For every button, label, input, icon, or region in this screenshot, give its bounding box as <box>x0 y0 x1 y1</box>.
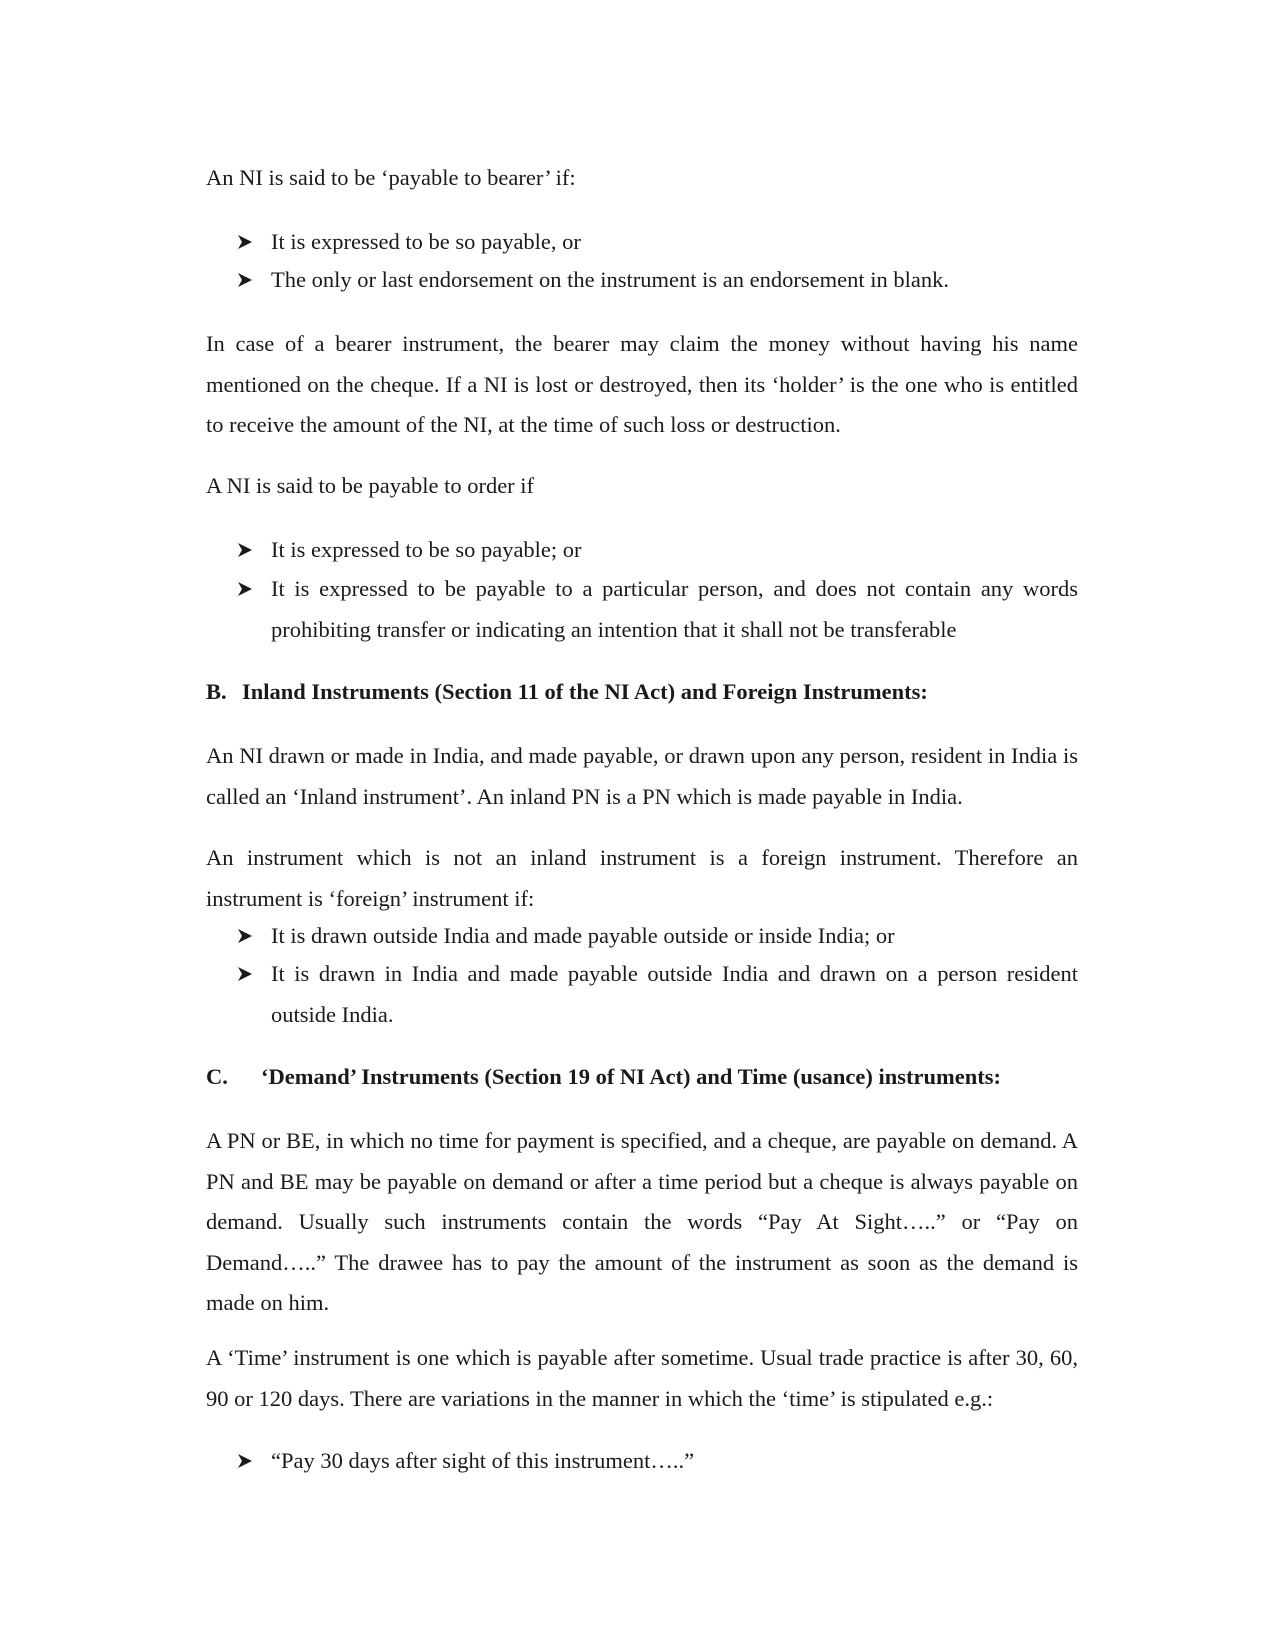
list-item <box>237 530 1078 571</box>
list-item-text: It is drawn in India and made payable outside India and drawn on a person resident outside India. <box>271 961 1078 1027</box>
arrowhead-bullet-icon <box>237 530 261 570</box>
paragraph-time-instrument: A ‘Time’ instrument is one which is payable after sometime. Usual trade practice is after 30, 60, 90 or 120 days. There are variations in the manner in which the ‘time’ is stipulated e.g.: <box>206 1345 1078 1411</box>
section-heading-c <box>206 1057 1106 1098</box>
list-item <box>237 1441 1078 1482</box>
list-item <box>237 954 1078 1035</box>
paragraph-order-intro: A NI is said to be payable to order if <box>206 473 535 498</box>
list-item-text: It is expressed to be so payable, or <box>271 229 581 254</box>
list-item <box>237 222 1078 263</box>
section-title: ‘Demand’ Instruments (Section 19 of NI Act) and Time (usance) instruments: <box>261 1064 1001 1089</box>
list-item-text: It is expressed to be so payable; or <box>271 537 582 562</box>
paragraph-bearer-instrument: In case of a bearer instrument, the bearer may claim the money without having his name mentioned on the cheque. If a NI is lost or destroyed, then its ‘holder’ is the one who is entitled to receive the amount of the NI, at the time of such loss or destruction. <box>206 331 1078 437</box>
arrowhead-bullet-icon <box>237 954 261 994</box>
list-item-text: “Pay 30 days after sight of this instrument…..” <box>271 1448 695 1473</box>
section-letter: C. <box>206 1064 228 1089</box>
arrowhead-bullet-icon <box>237 1441 261 1481</box>
list-item-text: It is drawn outside India and made payable outside or inside India; or <box>271 923 895 948</box>
arrowhead-bullet-icon <box>237 260 261 300</box>
section-title: Inland Instruments (Section 11 of the NI Act) and Foreign Instruments: <box>242 679 928 704</box>
arrowhead-bullet-icon <box>237 222 261 262</box>
paragraph-inland-instrument: An NI drawn or made in India, and made payable, or drawn upon any person, resident in India is called an ‘Inland instrument’. An inland PN is a PN which is made payable in India. <box>206 743 1078 809</box>
section-letter: B. <box>206 679 227 704</box>
paragraph-foreign-instrument: An instrument which is not an inland instrument is a foreign instrument. Therefore an instrument is ‘foreign’ instrument if: <box>206 845 1078 911</box>
list-item <box>237 260 1078 301</box>
list-item-text: It is expressed to be payable to a particular person, and does not contain any words prohibiting transfer or indicating an intention that it shall not be transferable <box>271 576 1078 642</box>
list-item-text: The only or last endorsement on the instrument is an endorsement in blank. <box>271 267 949 292</box>
arrowhead-bullet-icon <box>237 916 261 956</box>
paragraph-bearer-intro: An NI is said to be ‘payable to bearer’ if: <box>206 165 576 190</box>
list-item <box>237 916 1078 957</box>
section-heading-b <box>206 672 1106 713</box>
list-item <box>237 569 1078 650</box>
paragraph-demand-instrument: A PN or BE, in which no time for payment is specified, and a cheque, are payable on demand. A PN and BE may be payable on demand or after a time period but a cheque is always payable on demand. Usually such instruments contain the words “Pay At Sight…..” or “Pay on Demand…..” The drawee has to pay the amount of the instrument as soon as the demand is made on him. <box>206 1128 1078 1315</box>
arrowhead-bullet-icon <box>237 569 261 609</box>
